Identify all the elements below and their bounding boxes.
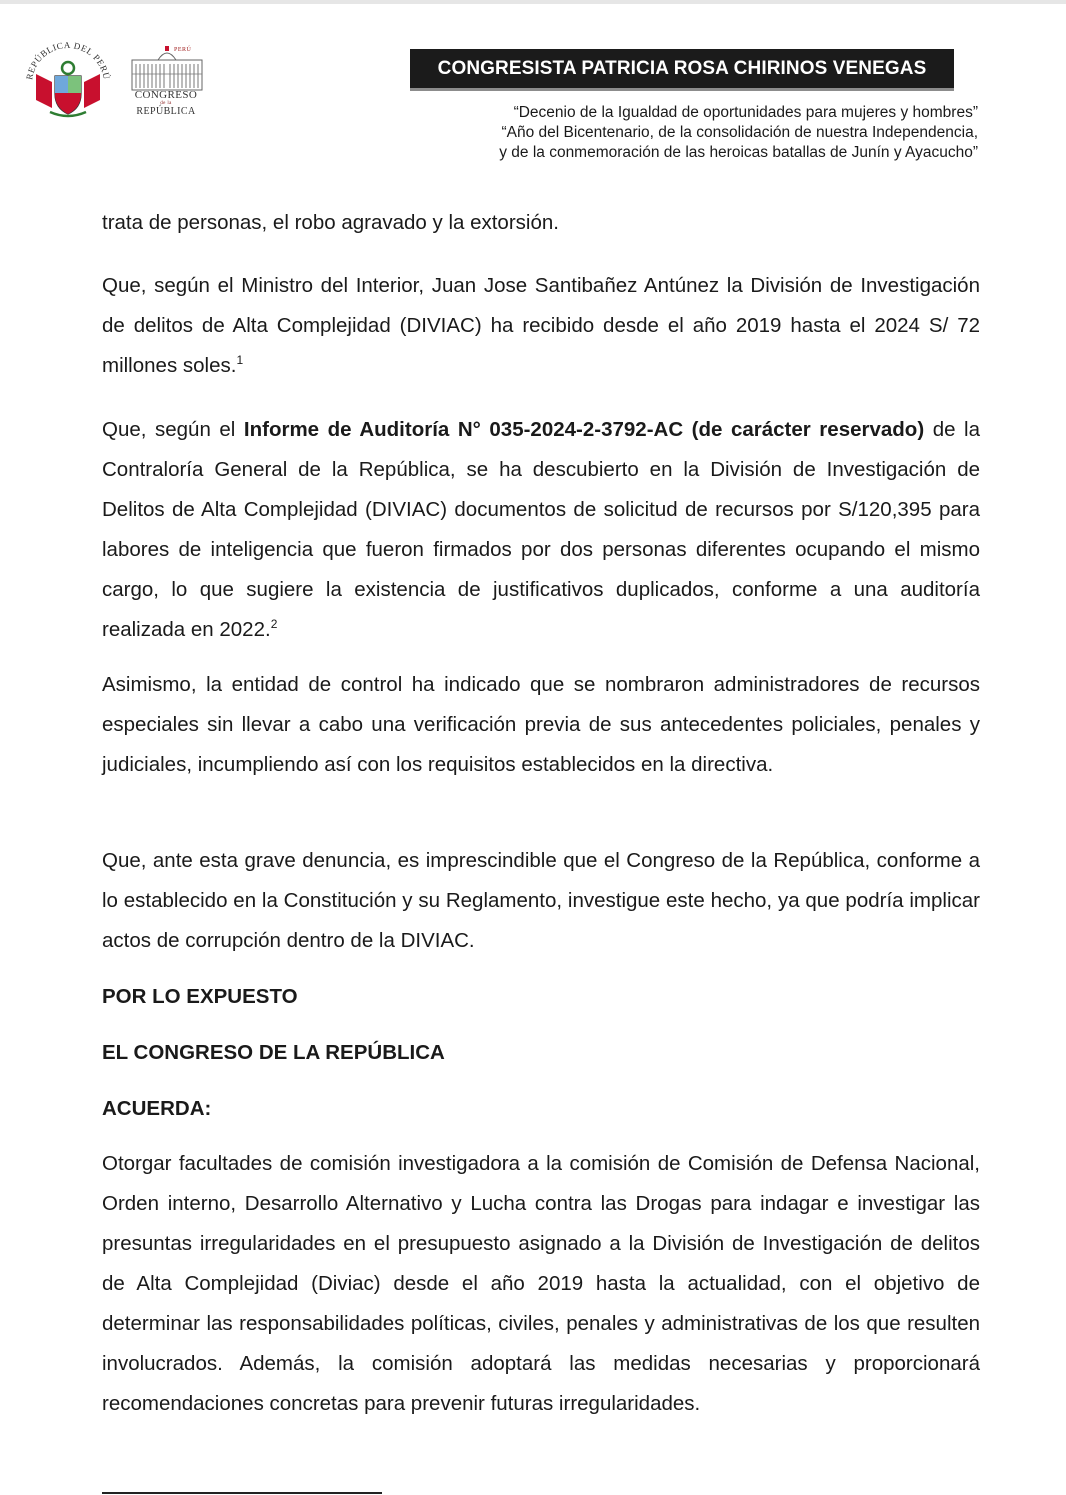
page-top-edge <box>0 0 1066 4</box>
congreso-wordmark <box>126 90 206 117</box>
paragraph-otorgar: Otorgar facultades de comisión investigadora a la comisión de Comisión de Defensa Nacional, Orden interno, Desarrollo Alternativo y Lucha contra las Drogas para indagar e investigar las presuntas irregularidades en el presupuesto asignado a la División de Investigación de delitos de Alta Complejidad (Diviac) desde el año 2019 hasta la actualidad, con el objetivo de determinar las responsabilidades políticas, civiles, penales y administrativas de los que resulten involucrados. Además, la comisión adoptará las medidas necesarias y proporcionará recomendaciones concretas para prevenir futuras irregularidades. <box>102 1152 980 1415</box>
decenio-line-1: “Decenio de la Igualdad de oportunidades para mujeres y hombres” <box>513 104 978 121</box>
footnote-ref-1: 1 <box>236 353 244 367</box>
paragraph-denuncia: Que, ante esta grave denuncia, es imprescindible que el Congreso de la República, conforme a lo establecido en la Constitución y su Reglamento, investigue este hecho, ya que podría implicar actos de corrupción dentro de la DIVIAC. <box>102 849 980 952</box>
footnote-separator <box>102 1492 382 1494</box>
paragraph-informe <box>102 410 980 650</box>
heading-acuerda: ACUERDA: <box>102 1097 212 1120</box>
congreso-word: CONGRESO <box>134 89 198 101</box>
peru-coat-of-arms-logo <box>22 38 114 120</box>
heading-por-lo-expuesto: POR LO EXPUESTO <box>102 985 298 1008</box>
congresista-name-banner: CONGRESISTA PATRICIA ROSA CHIRINOS VENEGAS <box>410 49 954 91</box>
paragraph-trata: trata de personas, el robo agravado y la extorsión. <box>102 211 559 234</box>
paragraph-ministro <box>102 266 980 386</box>
decenio-line-3: y de la conmemoración de las heroicas batallas de Junín y Ayacucho” <box>499 144 978 161</box>
congreso-peru-tag: PERÚ <box>174 47 192 53</box>
emblem-arc-text: REPÚBLICA DEL PERÚ <box>24 39 112 81</box>
congreso-de: de la <box>160 101 172 106</box>
paragraph-ministro-text: Que, según el Ministro del Interior, Juan Jose Santibañez Antúnez la División de Investigación de delitos de Alta Complejidad (DIVIAC) ha recibido desde el año 2019 hasta el 2024 S/ 72 millones soles. <box>102 274 980 377</box>
footnote-ref-2: 2 <box>270 617 278 631</box>
congreso-republica: REPÚBLICA <box>136 106 196 117</box>
paragraph-informe-start: Que, según el <box>102 418 244 441</box>
paragraph-informe-rest: de la Contraloría General de la República, se ha descubierto en la División de Investigación de Delitos de Alta Complejidad (DIVIAC) documentos de solicitud de recursos por S/120,395 para labores de inteligencia que fueron firmados por dos personas diferentes ocupando el mismo cargo, lo que sugiere la existencia de justificativos duplicados, conforme a una auditoría realizada en 2022. <box>102 418 981 641</box>
informe-reference-bold: Informe de Auditoría N° 035-2024-2-3792-AC (de carácter reservado) <box>243 418 925 441</box>
paragraph-asimismo: Asimismo, la entidad de control ha indicado que se nombraron administradores de recursos especiales sin llevar a cabo una verificación previa de sus antecedentes policiales, penales y judiciales, incumpliendo así con los requisitos establecidos en la directiva. <box>102 673 980 776</box>
heading-congreso: EL CONGRESO DE LA REPÚBLICA <box>102 1041 445 1064</box>
decenio-line-2: “Año del Bicentenario, de la consolidación de nuestra Independencia, <box>501 124 978 141</box>
